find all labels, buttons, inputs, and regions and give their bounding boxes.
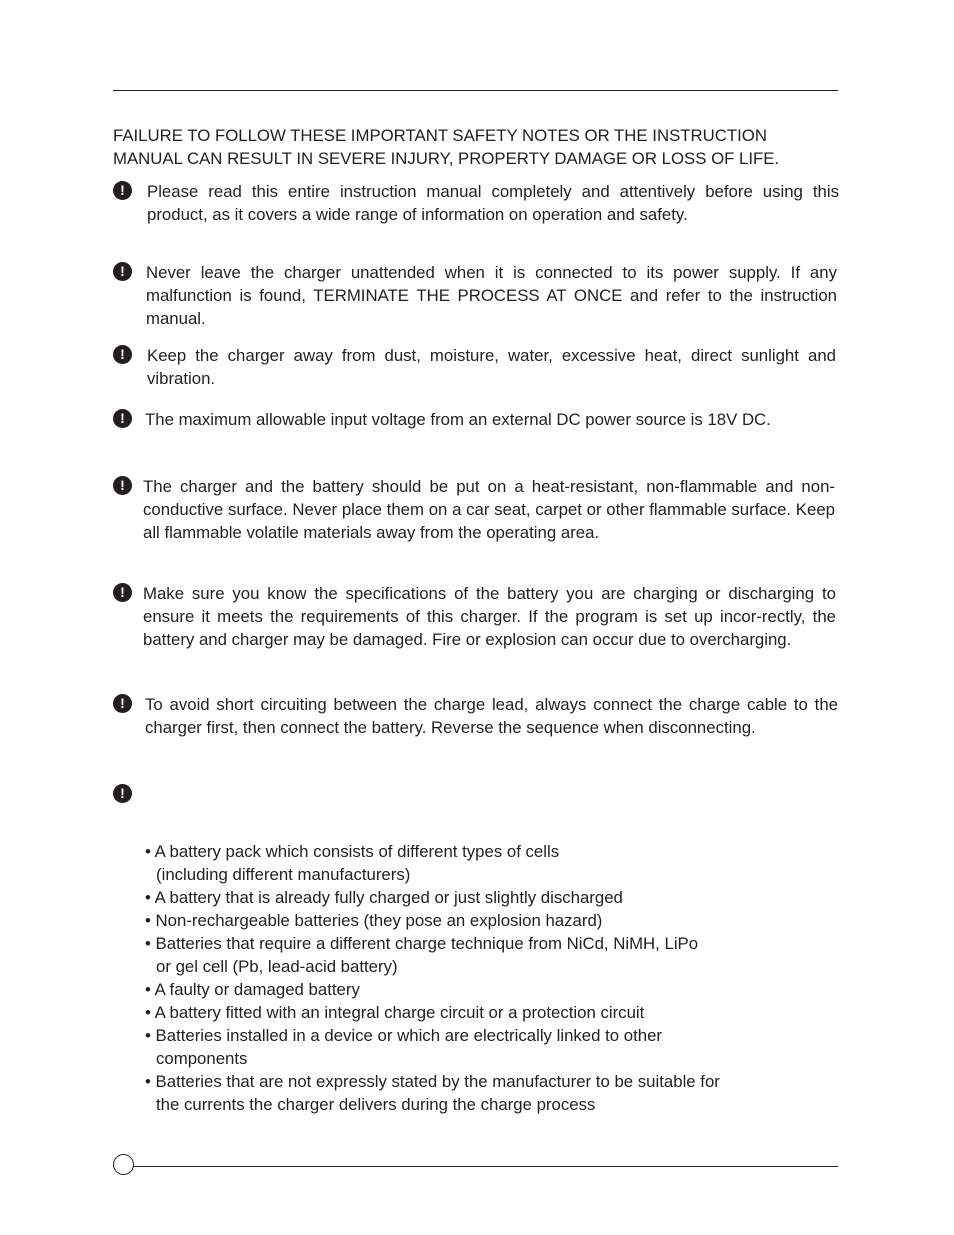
note-text: Keep the charger away from dust, moisture, water, excessive heat, direct sunlight and vibration. (147, 346, 836, 388)
exclamation-icon: ! (113, 583, 132, 602)
exclamation-icon: ! (113, 409, 132, 428)
list-item: • A battery fitted with an integral charge circuit or a protection circuit (145, 1003, 645, 1022)
note-text: The charger and the battery should be put on a heat-resistant, non-flammable and non-conductive surface. Never place them on a car seat, carpet or other flammable surface. Keep all flammable volatile materials away from the operating area. (143, 477, 835, 542)
note-text: Never leave the charger unattended when it is connected to its power supply. If any malfunction is found, TERMINATE THE PROCESS AT ONCE and refer to the instruction manual. (146, 263, 837, 328)
exclamation-icon: ! (113, 181, 132, 200)
header-rule (113, 90, 838, 91)
exclamation-icon: ! (113, 476, 132, 495)
note-text: The maximum allowable input voltage from an external DC power source is 18V DC. (145, 410, 771, 429)
exclamation-icon: ! (113, 784, 132, 803)
list-item: • Batteries that require a different charge technique from NiCd, NiMH, LiPo or gel cell (Pb, lead-acid battery) (145, 934, 699, 976)
list-item: • A faulty or damaged battery (145, 980, 360, 999)
exclamation-icon: ! (113, 345, 132, 364)
list-item: • Non-rechargeable batteries (they pose an explosion hazard) (145, 911, 603, 930)
list-item: • A battery pack which consists of different types of cells (including different manufacturers) (145, 842, 560, 884)
list-item: • Batteries installed in a device or which are electrically linked to other components (145, 1026, 663, 1068)
note-text: Please read this entire instruction manual completely and attentively before using this product, as it covers a wide range of information on operation and safety. (147, 182, 839, 224)
exclamation-icon: ! (113, 262, 132, 281)
battery-exclusion-list (145, 840, 720, 1116)
note-text: To avoid short circuiting between the charge lead, always connect the charge cable to the charger first, then connect the battery. Reverse the sequence when disconnecting. (145, 695, 838, 737)
note-text: Make sure you know the specifications of the battery you are charging or discharging to ensure it meets the requirements of this charger. If the program is set up incor-rectly, the battery and charger may be damaged. Fire or explosion can occur due to overcharging. (143, 584, 836, 649)
list-item: • Batteries that are not expressly stated by the manufacturer to be suitable for the currents the charger delivers during the charge process (145, 1072, 720, 1114)
exclamation-icon: ! (113, 694, 132, 713)
safety-warning-heading: FAILURE TO FOLLOW THESE IMPORTANT SAFETY NOTES OR THE INSTRUCTION MANUAL CAN RESULT IN SEVERE INJURY, PROPERTY DAMAGE OR LOSS OF LIFE. (113, 126, 780, 168)
page-number-circle (113, 1154, 134, 1175)
footer-rule (113, 1166, 838, 1167)
list-item: • A battery that is already fully charged or just slightly discharged (145, 888, 623, 907)
